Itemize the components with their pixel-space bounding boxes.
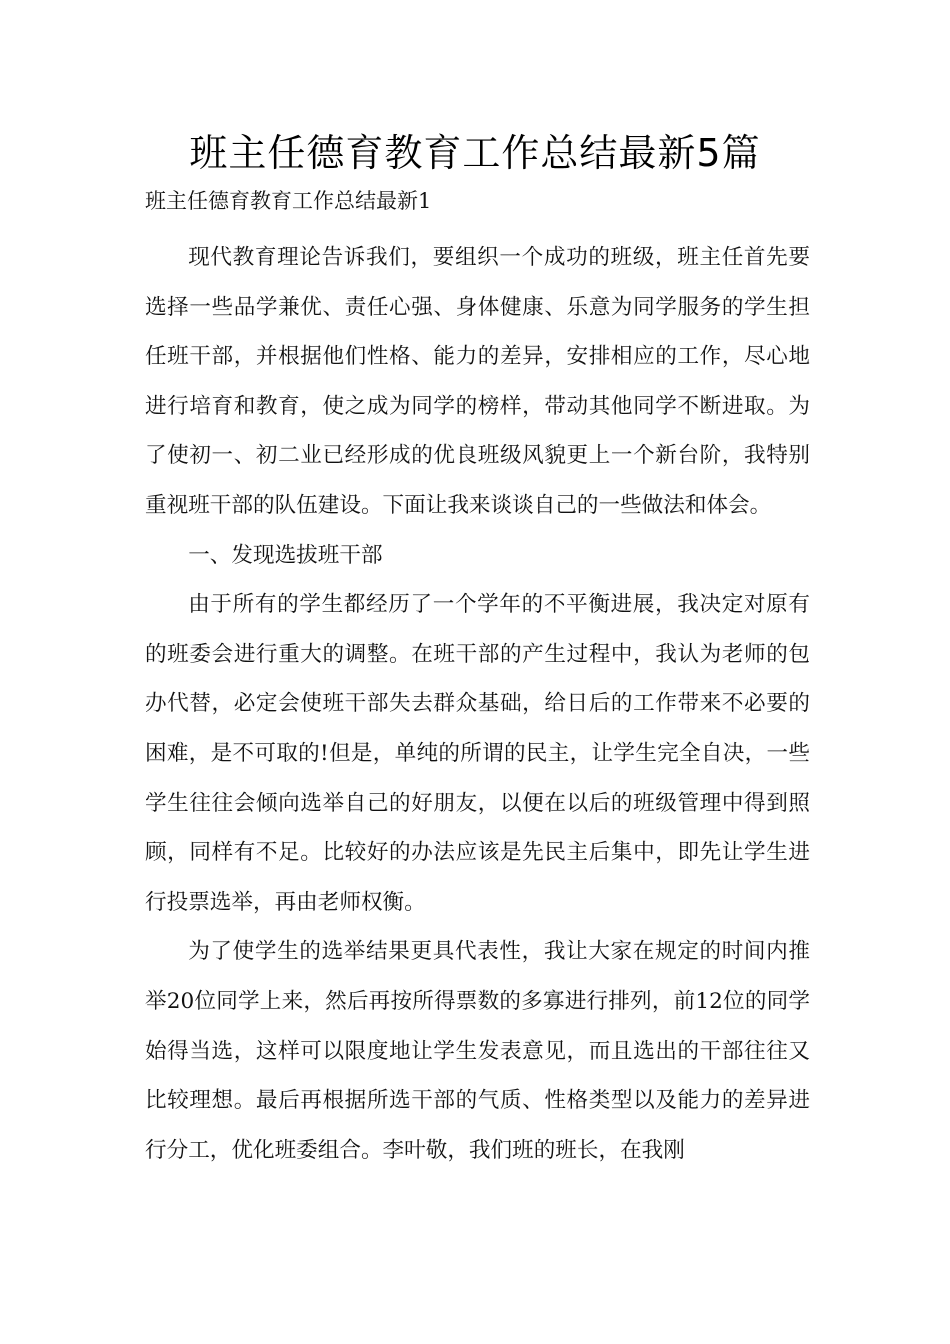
document-body xyxy=(145,233,810,1175)
paragraph: 现代教育理论告诉我们，要组织一个成功的班级，班主任首先要选择一些品学兼优、责任心强、身体健康、乐意为同学服务的学生担任班干部，并根据他们性格、能力的差异，安排相应的工作，尽心地进行培育和教育，使之成为同学的榜样，带动其他同学不断进取。为了使初一、初二业已经形成的优良班级风貌更上一个新台阶，我特别重视班干部的队伍建设。下面让我来谈谈自己的一些做法和体会。 xyxy=(145,245,810,518)
section-subtitle: 班主任德育教育工作总结最新1 xyxy=(145,189,432,213)
paragraph: 由于所有的学生都经历了一个学年的不平衡进展，我决定对原有的班委会进行重大的调整。在班干部的产生过程中，我认为老师的包办代替，必定会使班干部失去群众基础，给日后的工作带来不必要的困难，是不可取的!但是，单纯的所谓的民主，让学生完全自决，一些学生往往会倾向选举自己的好朋友，以便在以后的班级管理中得到照顾，同样有不足。比较好的办法应该是先民主后集中，即先让学生进行投票选举，再由老师权衡。 xyxy=(145,592,810,915)
paragraph: 为了使学生的选举结果更具代表性，我让大家在规定的时间内推举20位同学上来，然后再按所得票数的多寡进行排列，前12位的同学始得当选，这样可以限度地让学生发表意见，而且选出的干部往往又比较理想。最后再根据所选干部的气质、性格类型以及能力的差异进行分工，优化班委组合。李叶敬，我们班的班长，在我刚 xyxy=(145,939,810,1163)
section-heading: 一、发现选拔班干部 xyxy=(188,542,383,568)
document-title: 班主任德育教育工作总结最新5篇 xyxy=(189,131,761,175)
